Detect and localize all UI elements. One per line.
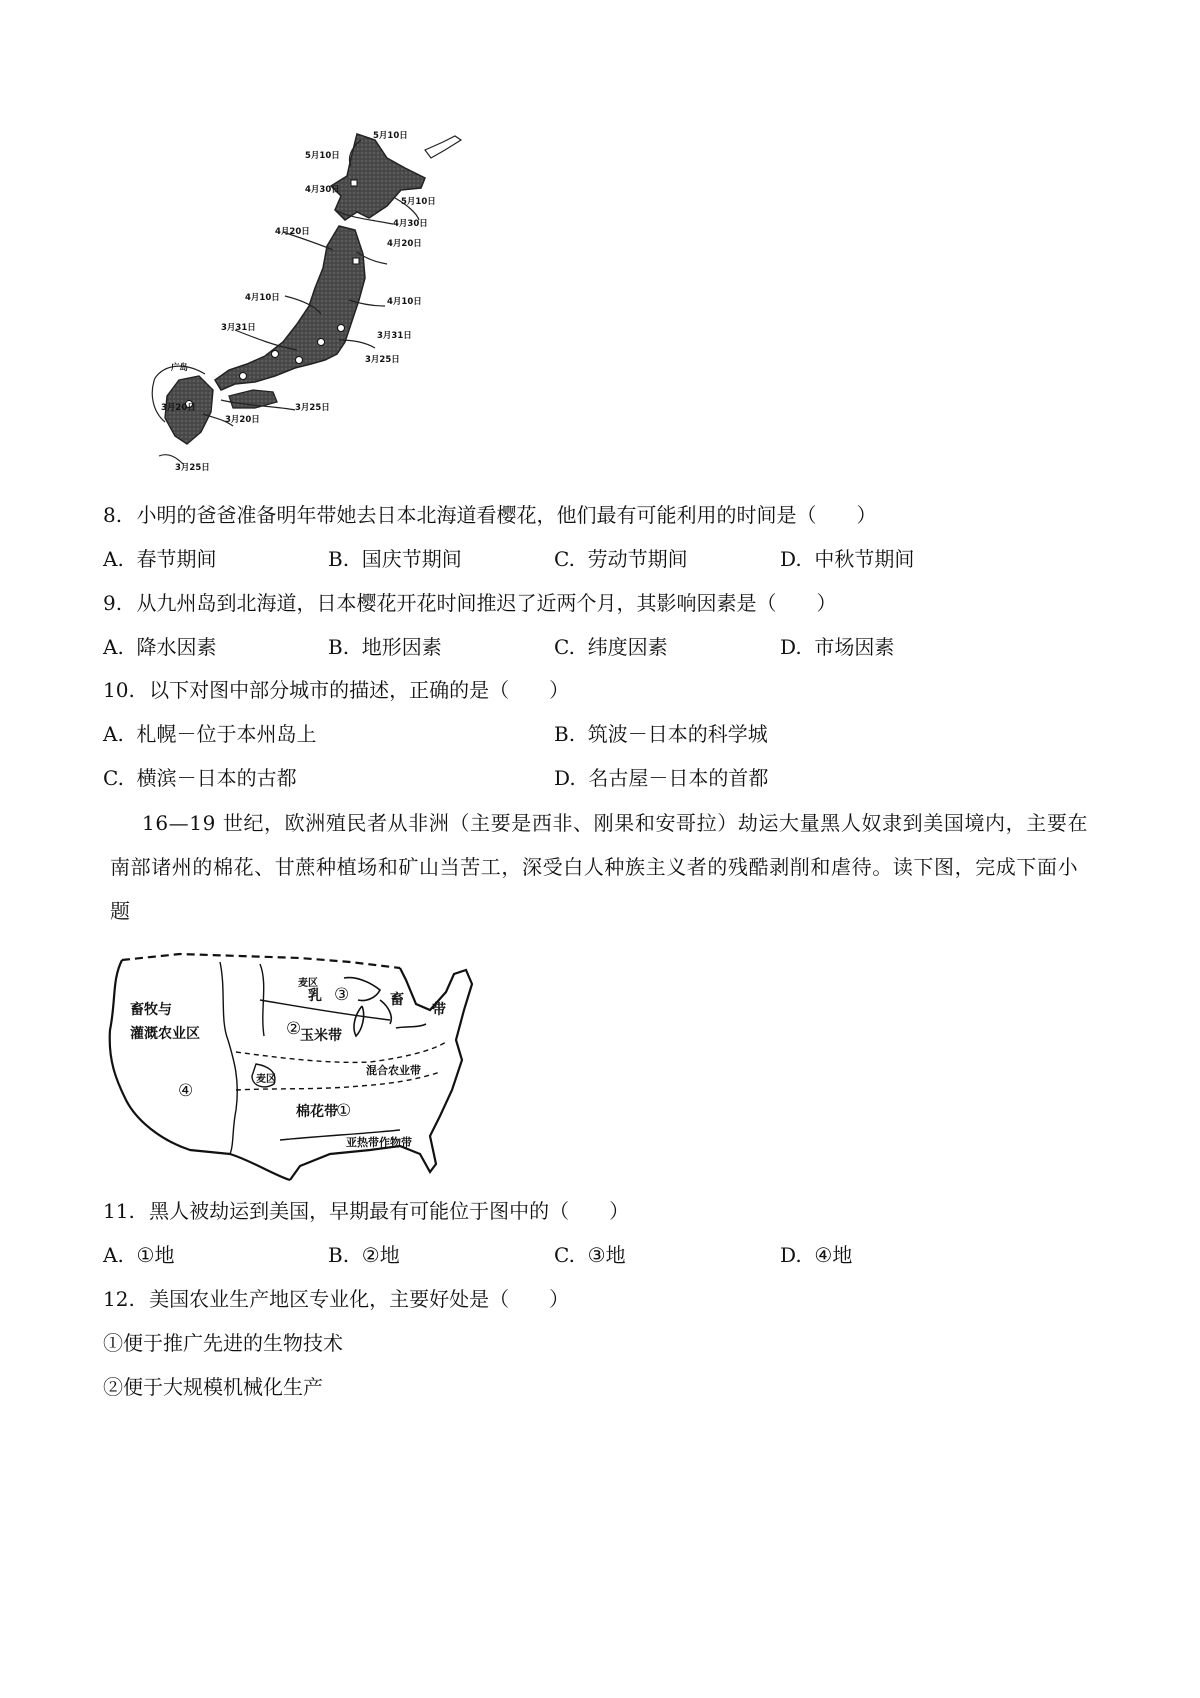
isoline-label: 3月31日 — [377, 331, 412, 341]
question-8-stem — [103, 502, 876, 528]
question-11-stem — [103, 1198, 629, 1224]
option-d[interactable]: D. 名古屋－日本的首都 — [554, 766, 769, 790]
region-label: 乳 — [308, 988, 322, 1004]
region-marker: ② — [286, 1019, 302, 1039]
isoline-label: 3月20日 — [161, 403, 196, 413]
question-text: 以下对图中部分城市的描述，正确的是（ ） — [149, 678, 570, 702]
city-label: 广岛 — [171, 363, 189, 373]
option-a[interactable]: A. 札幌－位于本州岛上 — [103, 722, 317, 746]
isoline-label: 3月25日 — [175, 463, 210, 473]
japan-cherry-blossom-map — [125, 128, 485, 478]
region-label: 棉花带 — [296, 1104, 338, 1120]
option-a[interactable]: A. 春节期间 — [103, 547, 217, 571]
region-label: 玉米带 — [300, 1028, 342, 1044]
usa-agricultural-belts-map — [100, 940, 480, 1185]
isoline-label: 4月30日 — [305, 185, 340, 195]
question-number: 12. — [103, 1287, 135, 1311]
statement-item: ②便于大规模机械化生产 — [103, 1375, 323, 1399]
region-label: 畜牧与 — [130, 1002, 172, 1018]
region-label: 亚热带作物带 — [346, 1136, 412, 1149]
question-number: 8. — [103, 503, 123, 527]
isoline-label: 3月20日 — [225, 415, 260, 425]
region-label: 带 — [432, 1002, 446, 1018]
question-text: 小明的爸爸准备明年带她去日本北海道看樱花，他们最有可能利用的时间是（ ） — [136, 503, 877, 527]
option-b[interactable]: B. 筑波－日本的科学城 — [554, 722, 768, 746]
isoline-label: 4月10日 — [387, 297, 422, 307]
region-marker: ④ — [178, 1081, 194, 1101]
option-b[interactable]: B. 国庆节期间 — [328, 547, 462, 571]
isoline-label: 4月30日 — [393, 219, 428, 229]
question-12-stem — [103, 1286, 569, 1312]
region-label: 灌溉农业区 — [130, 1026, 200, 1042]
isoline-label: 3月25日 — [365, 355, 400, 365]
isoline-label: 4月10日 — [245, 293, 280, 303]
region-label: 混合农业带 — [366, 1064, 421, 1077]
region-marker: ① — [336, 1101, 352, 1121]
question-number: 11. — [103, 1199, 135, 1223]
option-d[interactable]: D. ④地 — [780, 1243, 853, 1267]
region-label: 麦区 — [298, 978, 318, 989]
isoline-label: 5月10日 — [305, 151, 340, 161]
option-c[interactable]: C. ③地 — [554, 1243, 626, 1267]
option-d[interactable]: D. 中秋节期间 — [780, 547, 915, 571]
isoline-label: 4月20日 — [275, 227, 310, 237]
option-a[interactable]: A. ①地 — [103, 1243, 175, 1267]
isoline-label: 4月20日 — [387, 239, 422, 249]
question-text: 黑人被劫运到美国，早期最有可能位于图中的（ ） — [149, 1199, 630, 1223]
option-d[interactable]: D. 市场因素 — [780, 635, 895, 659]
option-c[interactable]: C. 横滨－日本的古都 — [103, 766, 297, 790]
question-text: 美国农业生产地区专业化，主要好处是（ ） — [149, 1287, 570, 1311]
isoline-label: 5月10日 — [373, 131, 408, 141]
isoline-label: 5月10日 — [401, 197, 436, 207]
option-b[interactable]: B. 地形因素 — [328, 635, 442, 659]
region-label: 畜 — [390, 992, 404, 1008]
question-text: 从九州岛到北海道，日本樱花开花时间推迟了近两个月，其影响因素是（ ） — [136, 591, 837, 615]
isoline-label: 3月31日 — [221, 323, 256, 333]
option-c[interactable]: C. 劳动节期间 — [554, 547, 688, 571]
reading-passage: 16—19 世纪，欧洲殖民者从非洲（主要是西非、刚果和安哥拉）劫运大量黑人奴隶到美国境内，主要在南部诸州的棉花、甘蔗种植场和矿山当苦工，深受白人种族主义者的残酷剥削和虐待。读下图，完成下面小题 — [110, 811, 1089, 923]
isoline-label: 3月25日 — [295, 403, 330, 413]
option-a[interactable]: A. 降水因素 — [103, 635, 217, 659]
region-marker: ③ — [334, 985, 350, 1005]
region-label: 麦区 — [256, 1074, 276, 1085]
statement-item: ①便于推广先进的生物技术 — [103, 1331, 343, 1355]
question-10-stem — [103, 677, 569, 703]
question-number: 10. — [103, 678, 135, 702]
option-b[interactable]: B. ②地 — [328, 1243, 400, 1267]
hokkaido-island — [331, 134, 425, 220]
question-number: 9. — [103, 591, 123, 615]
question-9-stem — [103, 590, 836, 616]
option-c[interactable]: C. 纬度因素 — [554, 635, 668, 659]
honshu-island — [215, 226, 365, 390]
